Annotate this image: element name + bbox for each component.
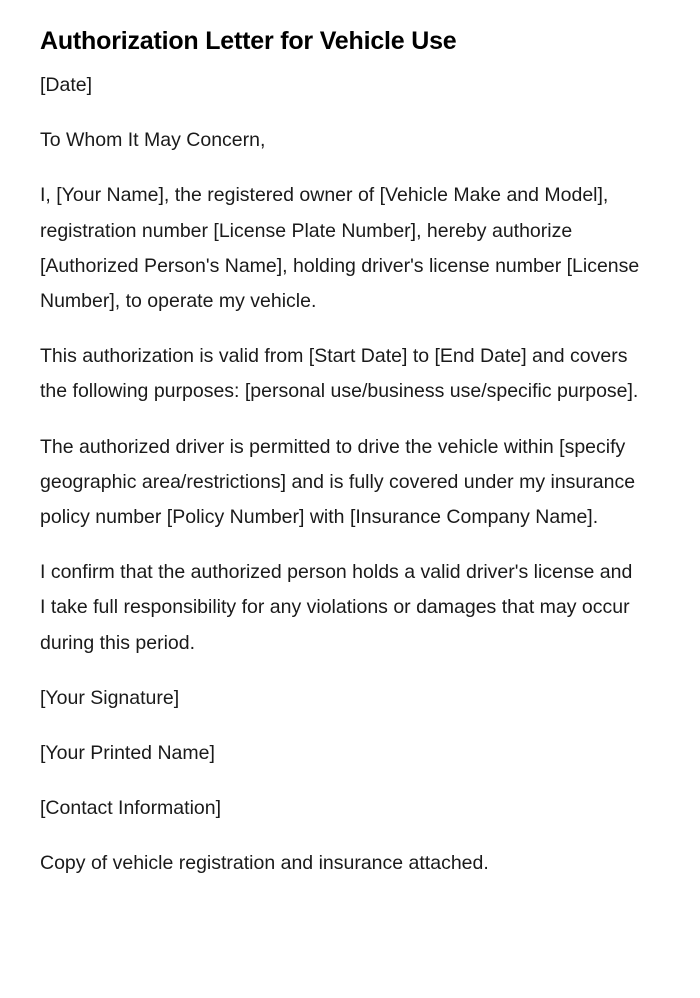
salutation: To Whom It May Concern, xyxy=(40,129,266,152)
insurance-paragraph: The authorized driver is permitted to drive the vehicle within [specify geographic area/restrictions] and is fully covered under my insurance policy number [Policy Number] with [Insurance Company Name]. xyxy=(40,435,636,529)
attachment-note: Copy of vehicle registration and insurance attached. xyxy=(40,852,489,875)
contact-information-line: [Contact Information] xyxy=(40,797,222,820)
owner-authorization-paragraph: I, [Your Name], the registered owner of [Vehicle Make and Model], registration number [License Plate Number], hereby authorize [Authorized Person's Name], holding driver's license number [License Number], to operate my vehicle. xyxy=(40,184,640,313)
signature-line: [Your Signature] xyxy=(40,686,180,709)
responsibility-paragraph: I confirm that the authorized person holds a valid driver's license and I take full responsibility for any violations or damages that may occur during this period. xyxy=(40,561,633,654)
document-title: Authorization Letter for Vehicle Use xyxy=(40,27,457,55)
validity-paragraph: This authorization is valid from [Start Date] to [End Date] and covers the following purposes: [personal use/business use/specific purpose]. xyxy=(40,345,639,403)
printed-name-line: [Your Printed Name] xyxy=(40,742,215,765)
date-line: [Date] xyxy=(40,74,93,96)
